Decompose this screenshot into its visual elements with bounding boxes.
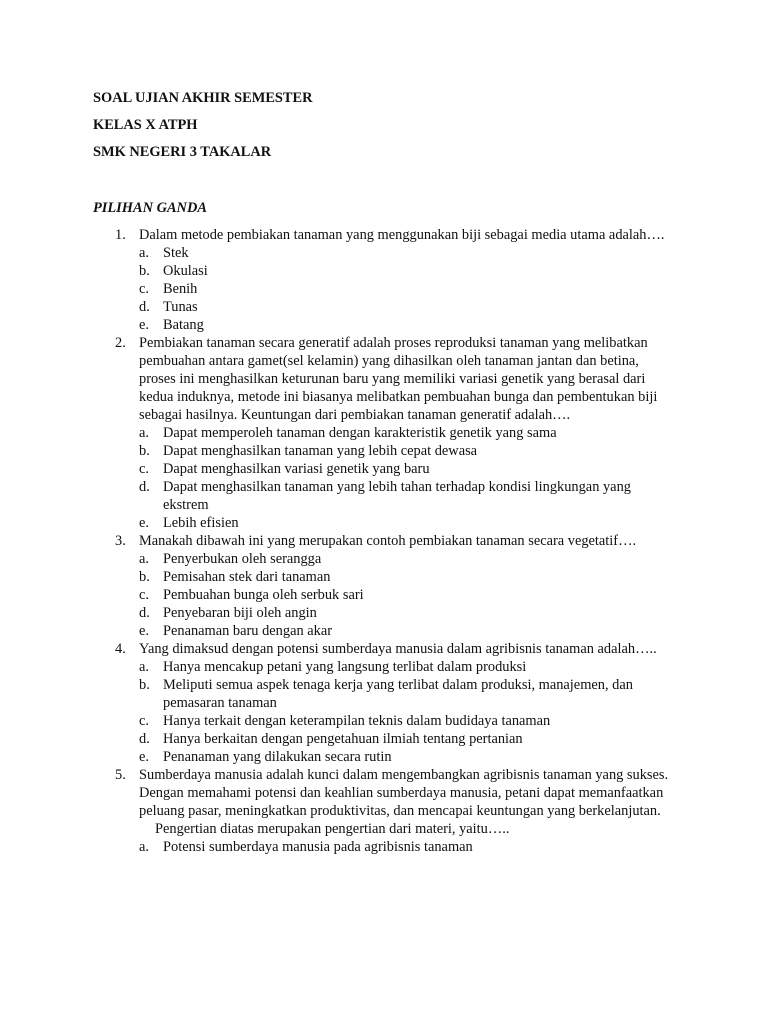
answer-option: [139, 478, 672, 514]
option-text: Benih: [163, 281, 198, 297]
answer-option: [139, 658, 672, 676]
option-letter: a.: [139, 551, 149, 567]
option-text: Penanaman baru dengan akar: [163, 623, 333, 639]
option-letter: d.: [139, 479, 150, 495]
answer-option: [139, 676, 672, 712]
option-letter: b.: [139, 677, 150, 693]
option-text: Pemisahan stek dari tanaman: [163, 569, 331, 585]
question-list: [0, 226, 768, 856]
question-number: 5.: [115, 767, 126, 783]
class-label: KELAS X ATPH: [93, 117, 198, 133]
option-letter: c.: [139, 713, 149, 729]
question-text: Sumberdaya manusia adalah kunci dalam mengembangkan agribisnis tanaman yang sukses. Dengan memahami potensi dan keahlian sumberdaya manusia, petani dapat memanfaatkan peluang pasar, meningkatkan produktivitas, dan mencapai keuntungan yang berkelanjutan.: [139, 767, 669, 819]
question-text: Manakah dibawah ini yang merupakan contoh pembiakan tanaman secara vegetatif….: [139, 533, 637, 549]
option-letter: d.: [139, 731, 150, 747]
question-number: 3.: [115, 533, 126, 549]
option-text: Lebih efisien: [163, 515, 239, 531]
option-letter: a.: [139, 659, 149, 675]
option-letter: e.: [139, 317, 149, 333]
option-text: Meliputi semua aspek tenaga kerja yang terlibat dalam produksi, manajemen, dan pemasaran tanaman: [163, 677, 633, 711]
option-letter: b.: [139, 569, 150, 585]
answer-option: [139, 586, 672, 604]
option-text: Penanaman yang dilakukan secara rutin: [163, 749, 392, 765]
answer-option: [139, 442, 672, 460]
option-text: Pembuahan bunga oleh serbuk sari: [163, 587, 364, 603]
option-letter: c.: [139, 281, 149, 297]
option-letter: d.: [139, 605, 150, 621]
question-item: [0, 640, 672, 766]
option-text: Potensi sumberdaya manusia pada agribisnis tanaman: [163, 839, 473, 855]
option-text: Hanya mencakup petani yang langsung terlibat dalam produksi: [163, 659, 527, 675]
option-letter: e.: [139, 749, 149, 765]
question-text: Pembiakan tanaman secara generatif adalah proses reproduksi tanaman yang melibatkan pembuahan antara gamet(sel kelamin) yang dihasilkan oleh tanaman jantan dan betina, proses ini menghasilkan keturunan baru yang memiliki variasi genetik yang berasal dari kedua induknya, metode ini biasanya melibatkan pembuahan bunga dan pembentukan biji sebagai hasilnya. Keuntungan dari pembiakan tanaman generatif adalah….: [139, 335, 658, 423]
option-text: Hanya berkaitan dengan pengetahuan ilmiah tentang pertanian: [163, 731, 523, 747]
option-letter: d.: [139, 299, 150, 315]
question-text: Yang dimaksud dengan potensi sumberdaya manusia dalam agribisnis tanaman adalah…..: [139, 641, 657, 657]
question-item: [0, 334, 672, 532]
answer-option: [139, 244, 672, 262]
answer-option: [139, 712, 672, 730]
school-name: SMK NEGERI 3 TAKALAR: [93, 144, 272, 160]
exam-title: SOAL UJIAN AKHIR SEMESTER: [93, 90, 313, 106]
answer-option: [139, 550, 672, 568]
question-item: [0, 532, 672, 640]
option-text: Tunas: [163, 299, 198, 315]
option-letter: b.: [139, 263, 150, 279]
question-number: 1.: [115, 227, 126, 243]
answer-option: [139, 262, 672, 280]
answer-option: [139, 424, 672, 442]
answer-option: [139, 280, 672, 298]
answer-option: [139, 568, 672, 586]
question-text: Dalam metode pembiakan tanaman yang menggunakan biji sebagai media utama adalah….: [139, 227, 665, 243]
option-text: Stek: [163, 245, 189, 261]
option-letter: e.: [139, 623, 149, 639]
option-text: Hanya terkait dengan keterampilan teknis dalam budidaya tanaman: [163, 713, 551, 729]
question-item: [0, 226, 672, 334]
answer-option: [139, 748, 672, 766]
answer-option: [139, 316, 672, 334]
option-text: Penyebaran biji oleh angin: [163, 605, 317, 621]
option-text: Dapat menghasilkan variasi genetik yang baru: [163, 461, 430, 477]
section-heading: PILIHAN GANDA: [93, 200, 207, 216]
answer-option: [139, 838, 672, 856]
option-letter: c.: [139, 587, 149, 603]
answer-option: [139, 514, 672, 532]
option-text: Dapat menghasilkan tanaman yang lebih cepat dewasa: [163, 443, 478, 459]
option-letter: a.: [139, 839, 149, 855]
answer-option: [139, 730, 672, 748]
option-letter: c.: [139, 461, 149, 477]
question-number: 2.: [115, 335, 126, 351]
option-letter: a.: [139, 425, 149, 441]
option-text: Okulasi: [163, 263, 208, 279]
option-letter: e.: [139, 515, 149, 531]
answer-option: [139, 622, 672, 640]
question-number: 4.: [115, 641, 126, 657]
option-text: Penyerbukan oleh serangga: [163, 551, 322, 567]
option-text: Dapat memperoleh tanaman dengan karakteristik genetik yang sama: [163, 425, 557, 441]
answer-option: [139, 604, 672, 622]
option-text: Dapat menghasilkan tanaman yang lebih tahan terhadap kondisi lingkungan yang ekstrem: [163, 479, 631, 513]
question-item: [0, 766, 672, 856]
question-note: Pengertian diatas merupakan pengertian dari materi, yaitu…..: [155, 821, 510, 837]
option-letter: a.: [139, 245, 149, 261]
answer-option: [139, 298, 672, 316]
option-letter: b.: [139, 443, 150, 459]
answer-option: [139, 460, 672, 478]
option-text: Batang: [163, 317, 204, 333]
